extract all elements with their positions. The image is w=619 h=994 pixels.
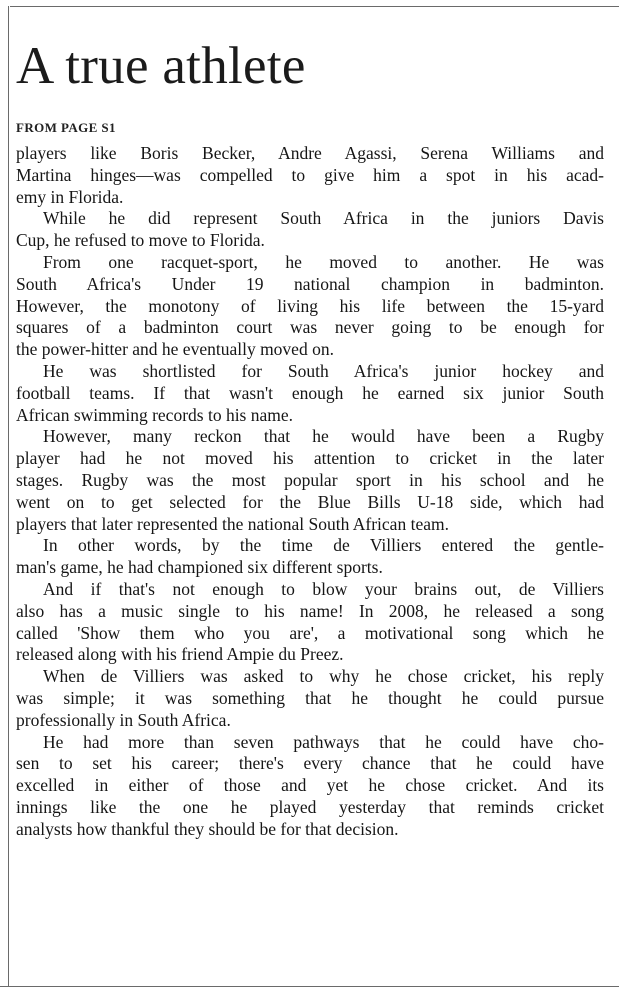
text-line: player had he not moved his attention to cricket in the later (16, 448, 604, 469)
paragraph (16, 579, 604, 666)
jump-line: FROM PAGE S1 (16, 120, 116, 135)
paragraph (16, 361, 604, 426)
text-line: professionally in South Africa. (16, 709, 231, 730)
text-line: also has a music single to his name! In 2008, he released a song (16, 600, 604, 621)
article-body (16, 143, 604, 841)
text-line: Martina hinges—was compelled to give him a spot in his acad- (16, 164, 604, 185)
top-rule (10, 6, 619, 7)
text-line: In other words, by the time de Villiers entered the gentle- (43, 535, 604, 556)
text-line: However, the monotony of living his life between the 15-yard (16, 295, 604, 316)
text-line: excelled in either of those and yet he chose cricket. And its (16, 775, 604, 796)
text-line: football teams. If that wasn't enough he earned six junior South (16, 382, 604, 403)
text-line: And if that's not enough to blow your brains out, de Villiers (43, 578, 604, 599)
text-line: emy in Florida. (16, 186, 124, 207)
text-line: South Africa's Under 19 national champion in badminton. (16, 273, 604, 294)
text-line: the power-hitter and he eventually moved on. (16, 339, 334, 360)
text-line: He was shortlisted for South Africa's junior hockey and (43, 360, 604, 381)
text-line: man's game, he had championed six different sports. (16, 557, 383, 578)
text-line: sen to set his career; there's every chance that he could have (16, 753, 604, 774)
text-line: Cup, he refused to move to Florida. (16, 230, 265, 251)
bottom-rule (0, 986, 619, 987)
text-line: African swimming records to his name. (16, 404, 294, 425)
text-line: squares of a badminton court was never going to be enough for (16, 317, 604, 338)
text-line: While he did represent South Africa in the juniors Davis (43, 208, 604, 229)
text-line: released along with his friend Ampie du Preez. (16, 644, 344, 665)
text-line: players that later represented the national South African team. (16, 513, 449, 534)
text-line: analysts how thankful they should be for that decision. (16, 818, 399, 839)
paragraph (16, 666, 604, 731)
left-column-rule (8, 6, 9, 986)
text-line: When de Villiers was asked to why he chose cricket, his reply (43, 666, 604, 687)
paragraph (16, 535, 604, 579)
headline: A true athlete (16, 37, 306, 95)
text-line: He had more than seven pathways that he could have cho- (43, 731, 604, 752)
paragraph (16, 143, 604, 208)
paragraph (16, 732, 604, 841)
text-line: innings like the one he played yesterday that reminds cricket (16, 796, 604, 817)
text-line: called 'Show them who you are', a motivational song which he (16, 622, 604, 643)
text-line: players like Boris Becker, Andre Agassi, Serena Williams and (16, 143, 604, 163)
text-line: was simple; it was something that he thought he could pursue (16, 687, 604, 708)
text-line: However, many reckon that he would have been a Rugby (43, 426, 604, 447)
paragraph (16, 426, 604, 535)
text-line: went on to get selected for the Blue Bills U-18 side, which had (16, 491, 604, 512)
text-line: From one racquet-sport, he moved to another. He was (43, 251, 604, 272)
paragraph (16, 208, 604, 252)
paragraph (16, 252, 604, 361)
text-line: stages. Rugby was the most popular sport in his school and he (16, 469, 604, 490)
